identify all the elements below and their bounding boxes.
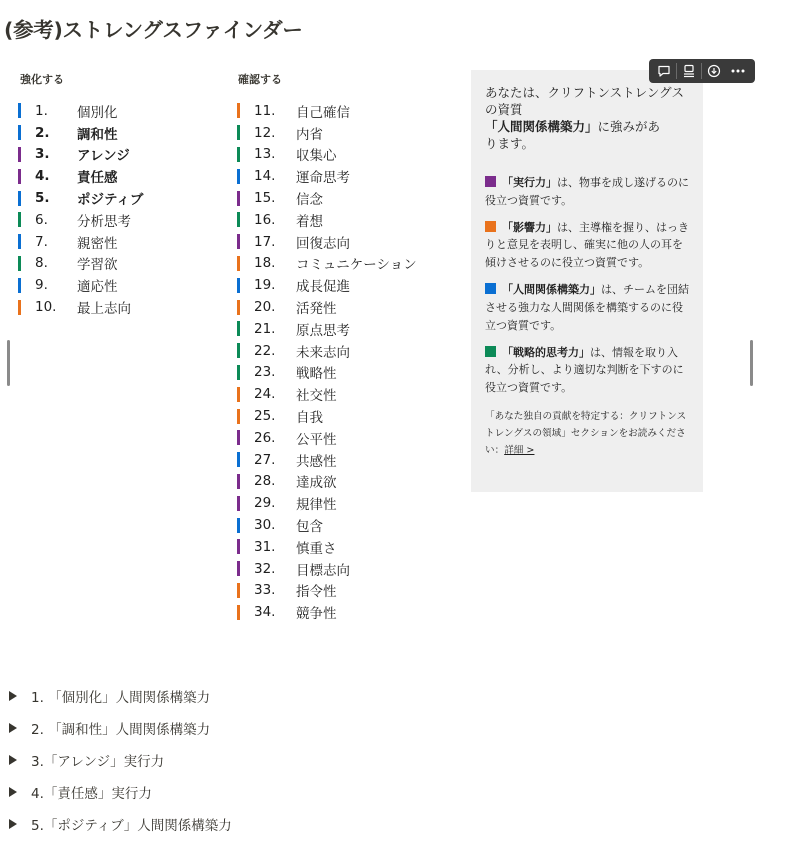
theme-rank: 27. bbox=[254, 451, 276, 468]
theme-rank: 8. bbox=[35, 255, 48, 272]
theme-rank: 33. bbox=[254, 582, 276, 599]
toggle-triangle-icon[interactable] bbox=[9, 755, 17, 765]
theme-name: 成長促進 bbox=[296, 279, 350, 296]
caption-button[interactable] bbox=[677, 61, 701, 81]
theme-rank: 18. bbox=[254, 255, 276, 272]
theme-item bbox=[237, 383, 417, 405]
theme-item bbox=[237, 449, 417, 471]
theme-item bbox=[237, 187, 417, 209]
theme-rank: 13. bbox=[254, 146, 276, 163]
theme-rank: 15. bbox=[254, 190, 276, 207]
info-intro-line4: ります。 bbox=[485, 136, 535, 151]
domain-color-bar bbox=[18, 103, 21, 118]
toggle-block[interactable] bbox=[0, 776, 232, 808]
theme-item bbox=[18, 144, 143, 166]
theme-rank: 23. bbox=[254, 364, 276, 381]
toggle-label: 4.「責任感」実行力 bbox=[31, 786, 152, 802]
info-footer-text: 「あなた独自の貢献を特定する：クリフトンストレングスの領域」セクションをお読みください： bbox=[485, 410, 687, 456]
domain-color-bar bbox=[237, 474, 240, 489]
image-toolbar bbox=[649, 59, 755, 83]
theme-item bbox=[18, 253, 143, 275]
theme-name: 規律性 bbox=[296, 497, 337, 514]
domain-color-bar bbox=[237, 300, 240, 315]
domain-color-bar bbox=[237, 212, 240, 227]
more-button[interactable] bbox=[726, 61, 750, 81]
theme-rank: 12. bbox=[254, 124, 276, 141]
domain-text: は、主導権を握り、はっきりと意見を表明し、確実に他の人の耳を傾けさせるのに役立つ資質です。 bbox=[485, 220, 689, 270]
theme-name: コミュニケーション bbox=[296, 257, 417, 274]
domain-color-bar bbox=[237, 256, 240, 271]
theme-name: 自己確信 bbox=[296, 104, 350, 121]
theme-name: ポジティブ bbox=[77, 192, 144, 209]
domain-description bbox=[485, 344, 691, 397]
toggle-label: 2. 「調和性」人間関係構築力 bbox=[31, 722, 211, 738]
info-intro-highlight: 「人間関係構築力」 bbox=[485, 119, 598, 134]
theme-item bbox=[237, 471, 417, 493]
theme-item bbox=[237, 536, 417, 558]
domain-color-bar bbox=[237, 430, 240, 445]
domain-color-bar bbox=[237, 365, 240, 380]
theme-name: 原点思考 bbox=[296, 322, 350, 339]
domain-color-square bbox=[485, 346, 496, 357]
domain-color-bar bbox=[237, 125, 240, 140]
theme-rank: 21. bbox=[254, 320, 276, 337]
domain-color-bar bbox=[237, 583, 240, 598]
domain-color-square bbox=[485, 221, 496, 232]
theme-item bbox=[18, 187, 143, 209]
theme-item bbox=[18, 209, 143, 231]
theme-name: 個別化 bbox=[77, 104, 118, 121]
theme-rank: 10. bbox=[35, 299, 57, 316]
toggle-block[interactable] bbox=[0, 680, 232, 712]
theme-name: 社交性 bbox=[296, 388, 337, 405]
domain-label: 「人間関係構築力」 bbox=[502, 283, 601, 297]
domain-label: 「影響力」 bbox=[502, 220, 557, 234]
domain-color-bar bbox=[18, 212, 21, 227]
theme-item bbox=[237, 100, 417, 122]
toggle-label: 1. 「個別化」人間関係構築力 bbox=[31, 690, 211, 706]
theme-name: 調和性 bbox=[77, 126, 118, 143]
domain-color-bar bbox=[237, 605, 240, 620]
toggle-triangle-icon[interactable] bbox=[9, 691, 17, 701]
theme-item bbox=[237, 231, 417, 253]
theme-item bbox=[237, 340, 417, 362]
theme-item bbox=[237, 427, 417, 449]
theme-rank: 19. bbox=[254, 277, 276, 294]
theme-name: 包含 bbox=[296, 519, 323, 536]
download-icon bbox=[707, 64, 721, 78]
domain-description bbox=[485, 281, 691, 334]
theme-rank: 3. bbox=[35, 146, 50, 163]
theme-rank: 22. bbox=[254, 342, 276, 359]
theme-rank: 30. bbox=[254, 517, 276, 534]
theme-rank: 31. bbox=[254, 538, 276, 555]
theme-item bbox=[237, 253, 417, 275]
theme-rank: 1. bbox=[35, 102, 48, 119]
domain-description bbox=[485, 219, 691, 272]
theme-rank: 11. bbox=[254, 102, 276, 119]
domain-color-bar bbox=[237, 169, 240, 184]
theme-rank: 32. bbox=[254, 560, 276, 577]
toggle-label: 5.「ポジティブ」人間関係構築力 bbox=[31, 818, 232, 834]
theme-name: 着想 bbox=[296, 213, 323, 230]
theme-name: 信念 bbox=[296, 192, 323, 209]
theme-rank: 24. bbox=[254, 386, 276, 403]
theme-name: 学習欲 bbox=[77, 257, 118, 274]
theme-rank: 20. bbox=[254, 299, 276, 316]
theme-item bbox=[18, 274, 143, 296]
toggle-triangle-icon[interactable] bbox=[9, 723, 17, 733]
theme-rank: 2. bbox=[35, 124, 50, 141]
domain-color-bar bbox=[18, 169, 21, 184]
theme-item bbox=[237, 558, 417, 580]
left-resize-handle[interactable] bbox=[7, 340, 10, 386]
domain-color-bar bbox=[237, 191, 240, 206]
theme-rank: 5. bbox=[35, 190, 50, 207]
theme-item bbox=[237, 580, 417, 602]
domain-color-bar bbox=[237, 343, 240, 358]
info-footer bbox=[485, 409, 691, 459]
theme-rank: 9. bbox=[35, 277, 48, 294]
domain-color-bar bbox=[237, 321, 240, 336]
theme-name: 適応性 bbox=[77, 279, 118, 296]
theme-item bbox=[237, 296, 417, 318]
theme-rank: 29. bbox=[254, 495, 276, 512]
theme-item bbox=[237, 165, 417, 187]
theme-item bbox=[18, 165, 143, 187]
theme-name: 収集心 bbox=[296, 148, 337, 165]
page-title: (参考)ストレングスファインダー bbox=[4, 18, 303, 42]
theme-item bbox=[237, 362, 417, 384]
domain-color-bar bbox=[18, 125, 21, 140]
theme-name: 目標志向 bbox=[296, 562, 350, 579]
domain-color-bar bbox=[237, 539, 240, 554]
domain-color-bar bbox=[237, 452, 240, 467]
theme-name: 公平性 bbox=[296, 431, 337, 448]
toggle-block[interactable] bbox=[0, 808, 232, 840]
theme-name: 分析思考 bbox=[77, 213, 131, 230]
theme-item bbox=[18, 296, 143, 318]
toggle-block[interactable] bbox=[0, 712, 232, 744]
theme-rank: 14. bbox=[254, 168, 276, 185]
theme-name: 共感性 bbox=[296, 453, 337, 470]
toggle-triangle-icon[interactable] bbox=[9, 819, 17, 829]
info-intro bbox=[485, 84, 691, 152]
domain-text: は、チームを団結させる強力な人間関係を構築するのに役立つ資質です。 bbox=[485, 283, 689, 332]
theme-rank: 7. bbox=[35, 233, 48, 250]
confirm-header: 確認する bbox=[238, 73, 282, 86]
theme-name: 慎重さ bbox=[296, 540, 337, 557]
theme-name: 運命思考 bbox=[296, 170, 350, 187]
domain-color-bar bbox=[18, 191, 21, 206]
toggle-list bbox=[0, 680, 232, 840]
info-intro-rest: に強みがあ bbox=[597, 119, 661, 134]
theme-name: 回復志向 bbox=[296, 235, 350, 252]
theme-item bbox=[237, 144, 417, 166]
theme-rank: 25. bbox=[254, 408, 276, 425]
comment-button[interactable] bbox=[652, 61, 676, 81]
domain-color-bar bbox=[237, 278, 240, 293]
info-intro-line2: の資質 bbox=[485, 102, 523, 117]
theme-name: 内省 bbox=[296, 126, 323, 143]
theme-item bbox=[237, 318, 417, 340]
domain-descriptions bbox=[485, 174, 691, 397]
theme-item bbox=[237, 209, 417, 231]
details-link[interactable]: 詳細 > bbox=[504, 444, 535, 456]
caption-icon bbox=[682, 64, 696, 78]
domain-color-bar bbox=[18, 147, 21, 162]
domain-color-bar bbox=[237, 409, 240, 424]
theme-rank: 6. bbox=[35, 211, 48, 228]
theme-name: 競争性 bbox=[296, 606, 337, 623]
theme-name: 自我 bbox=[296, 410, 323, 427]
theme-name: 最上志向 bbox=[77, 301, 131, 318]
domain-text: は、情報を取り入れ、分析し、より適切な判断を下すのに役立つ資質です。 bbox=[485, 345, 684, 395]
theme-name: 達成欲 bbox=[296, 475, 337, 492]
domain-color-bar bbox=[237, 234, 240, 249]
domain-color-bar bbox=[237, 387, 240, 402]
theme-item bbox=[237, 274, 417, 296]
domain-label: 「実行力」 bbox=[502, 176, 557, 189]
theme-name: アレンジ bbox=[77, 148, 130, 165]
theme-item bbox=[237, 514, 417, 536]
domain-color-bar bbox=[237, 518, 240, 533]
comment-icon bbox=[657, 64, 671, 78]
domain-color-bar bbox=[237, 147, 240, 162]
theme-item bbox=[18, 122, 143, 144]
domain-color-bar bbox=[18, 278, 21, 293]
domain-color-square bbox=[485, 283, 496, 294]
theme-name: 親密性 bbox=[77, 235, 118, 252]
domain-color-square bbox=[485, 176, 496, 187]
domain-color-bar bbox=[18, 234, 21, 249]
domain-label: 「戦略的思考力」 bbox=[502, 345, 590, 359]
domain-color-bar bbox=[18, 300, 21, 315]
theme-rank: 4. bbox=[35, 168, 50, 185]
toggle-block[interactable] bbox=[0, 744, 232, 776]
strengthen-header: 強化する bbox=[20, 73, 64, 86]
theme-item bbox=[18, 100, 143, 122]
toggle-label: 3.「アレンジ」実行力 bbox=[31, 754, 165, 770]
domain-color-bar bbox=[237, 561, 240, 576]
theme-item bbox=[237, 601, 417, 623]
domain-color-bar bbox=[237, 103, 240, 118]
theme-rank: 26. bbox=[254, 429, 276, 446]
info-intro-line1: あなたは、クリフトンストレングス bbox=[485, 85, 684, 100]
theme-item bbox=[18, 231, 143, 253]
domain-color-bar bbox=[18, 256, 21, 271]
download-button[interactable] bbox=[702, 61, 726, 81]
theme-name: 指令性 bbox=[296, 584, 337, 601]
theme-rank: 34. bbox=[254, 604, 276, 621]
theme-item bbox=[237, 405, 417, 427]
domain-info-panel bbox=[471, 70, 703, 492]
theme-rank: 28. bbox=[254, 473, 276, 490]
domain-description bbox=[485, 174, 691, 210]
domain-color-bar bbox=[237, 496, 240, 511]
more-icon bbox=[730, 64, 746, 78]
theme-item bbox=[237, 492, 417, 514]
domain-text: は、物事を成し遂げるのに役立つ資質です。 bbox=[485, 176, 689, 207]
toggle-triangle-icon[interactable] bbox=[9, 787, 17, 797]
theme-name: 責任感 bbox=[77, 170, 118, 187]
theme-item bbox=[237, 122, 417, 144]
right-resize-handle[interactable] bbox=[750, 340, 753, 386]
strengthen-list bbox=[18, 100, 143, 318]
theme-rank: 17. bbox=[254, 233, 276, 250]
theme-name: 活発性 bbox=[296, 301, 337, 318]
theme-name: 戦略性 bbox=[296, 366, 337, 383]
theme-rank: 16. bbox=[254, 211, 276, 228]
theme-name: 未来志向 bbox=[296, 344, 350, 361]
confirm-list bbox=[237, 100, 417, 623]
